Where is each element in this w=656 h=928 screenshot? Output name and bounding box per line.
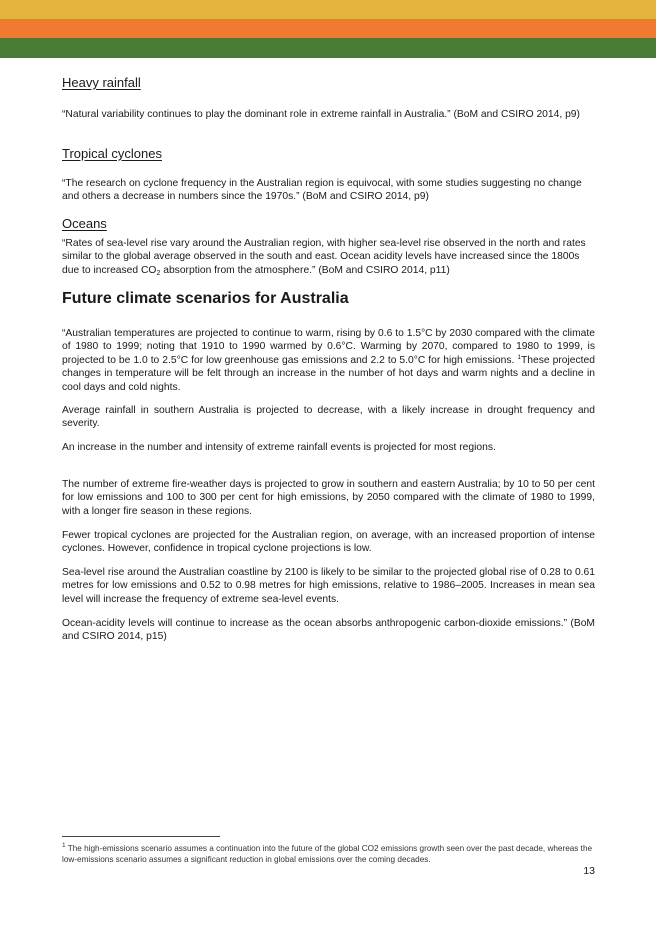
future-paragraph-1: “Australian temperatures are projected to continue to warm, rising by 0.6 to 1.5°C by 2030 compared with the climate of 1980 to 1999; noting that 1910 to 1990 warmed by 0.6°C. Warming by 2070, compared to 1980 to 1999, is projected to be 1.0 to 2.5°C for low greenhouse gas emissions and 2.2 to 5.0°C for high emissions. $^1$These projected changes in temperature will be felt through an increase in the number of hot days and warm nights and a decline in cool days and cold nights. xyxy=(62,328,595,393)
future-paragraph-5: Fewer tropical cyclones are projected for the Australian region, on average, with an increased proportion of intense cyclones. However, confidence in tropical cyclone projections is low. xyxy=(62,530,595,555)
future-paragraph-1-block xyxy=(62,327,595,394)
footnote-text: The high-emissions scenario assumes a continuation into the future of the global CO2 emissions growth seen over the past decade, whereas the low-emissions scenario assumes a significant reduction in global emissions over the coming decades. xyxy=(62,844,593,864)
tropical-cyclones-quote: “The research on cyclone frequency in the Australian region is equivocal, with some studies suggesting no change and others a decrease in numbers since the 1970s.” (BoM and CSIRO 2014, p9) xyxy=(62,178,582,203)
future-paragraph-4: The number of extreme fire-weather days is projected to grow in southern and eastern Australia; by 10 to 50 per cent for low emissions and 100 to 300 per cent for high emissions, by 2050 compared with the climate of 1980 to 1999, with a longer fire season in these regions. xyxy=(62,479,595,517)
footnote-divider xyxy=(62,836,220,837)
future-paragraph-7: Ocean-acidity levels will continue to increase as the ocean absorbs anthropogenic carbon-dioxide emissions.” (BoM and CSIRO 2014, p15) xyxy=(62,618,595,643)
oceans-heading: Oceans xyxy=(62,216,107,231)
oceans-body xyxy=(62,237,595,277)
header-color-bands xyxy=(0,0,656,58)
header-band-green xyxy=(0,38,656,58)
oceans-section xyxy=(62,216,595,232)
future-paragraph-6: Sea-level rise around the Australian coastline by 2100 is likely to be similar to the projected global rise of 0.28 to 0.61 metres for low emissions and 0.52 to 0.98 metres for high emissions, relative to 1986–2005. Increases in mean sea level will increase the frequency of extreme sea-level events. xyxy=(62,567,595,605)
footnote-ref: 1 xyxy=(517,353,522,361)
future-paragraph-2-block xyxy=(62,404,595,431)
heavy-rainfall-quote: “Natural variability continues to play the dominant role in extreme rainfall in Australia.” (BoM and CSIRO 2014, p9) xyxy=(62,109,580,120)
future-paragraph-7-block xyxy=(62,617,595,644)
future-paragraph-5-block xyxy=(62,529,595,556)
heavy-rainfall-section xyxy=(62,75,595,91)
future-paragraph-6-block xyxy=(62,566,595,606)
heavy-rainfall-body xyxy=(62,108,595,121)
page-number: 13 xyxy=(583,865,595,877)
future-paragraph-4-block xyxy=(62,478,595,518)
future-scenarios-section xyxy=(62,289,595,309)
footnote-marker: 1 xyxy=(62,842,66,849)
footnote xyxy=(62,843,595,865)
tropical-cyclones-body xyxy=(62,177,595,204)
future-scenarios-heading: Future climate scenarios for Australia xyxy=(62,290,349,307)
header-band-yellow xyxy=(0,0,656,19)
co2-subscript: 2 xyxy=(156,269,161,277)
oceans-quote: “Rates of sea-level rise vary around the Australian region, with higher sea-level rise observed in the north and rates similar to the global average observed in the south and east. Ocean acidity levels have increased since the 1800s due to increased $CO_2$ absorption from the atmosphere.” (BoM and CSIRO 2014, p11) xyxy=(62,238,586,277)
header-band-orange xyxy=(0,19,656,38)
tropical-cyclones-section xyxy=(62,146,595,162)
future-paragraph-3-block xyxy=(62,441,595,454)
heavy-rainfall-heading: Heavy rainfall xyxy=(62,75,141,90)
tropical-cyclones-heading: Tropical cyclones xyxy=(62,146,162,161)
future-paragraph-2: Average rainfall in southern Australia is projected to decrease, with a likely increase in drought frequency and severity. xyxy=(62,405,595,430)
future-paragraph-3: An increase in the number and intensity of extreme rainfall events is projected for most regions. xyxy=(62,442,496,453)
